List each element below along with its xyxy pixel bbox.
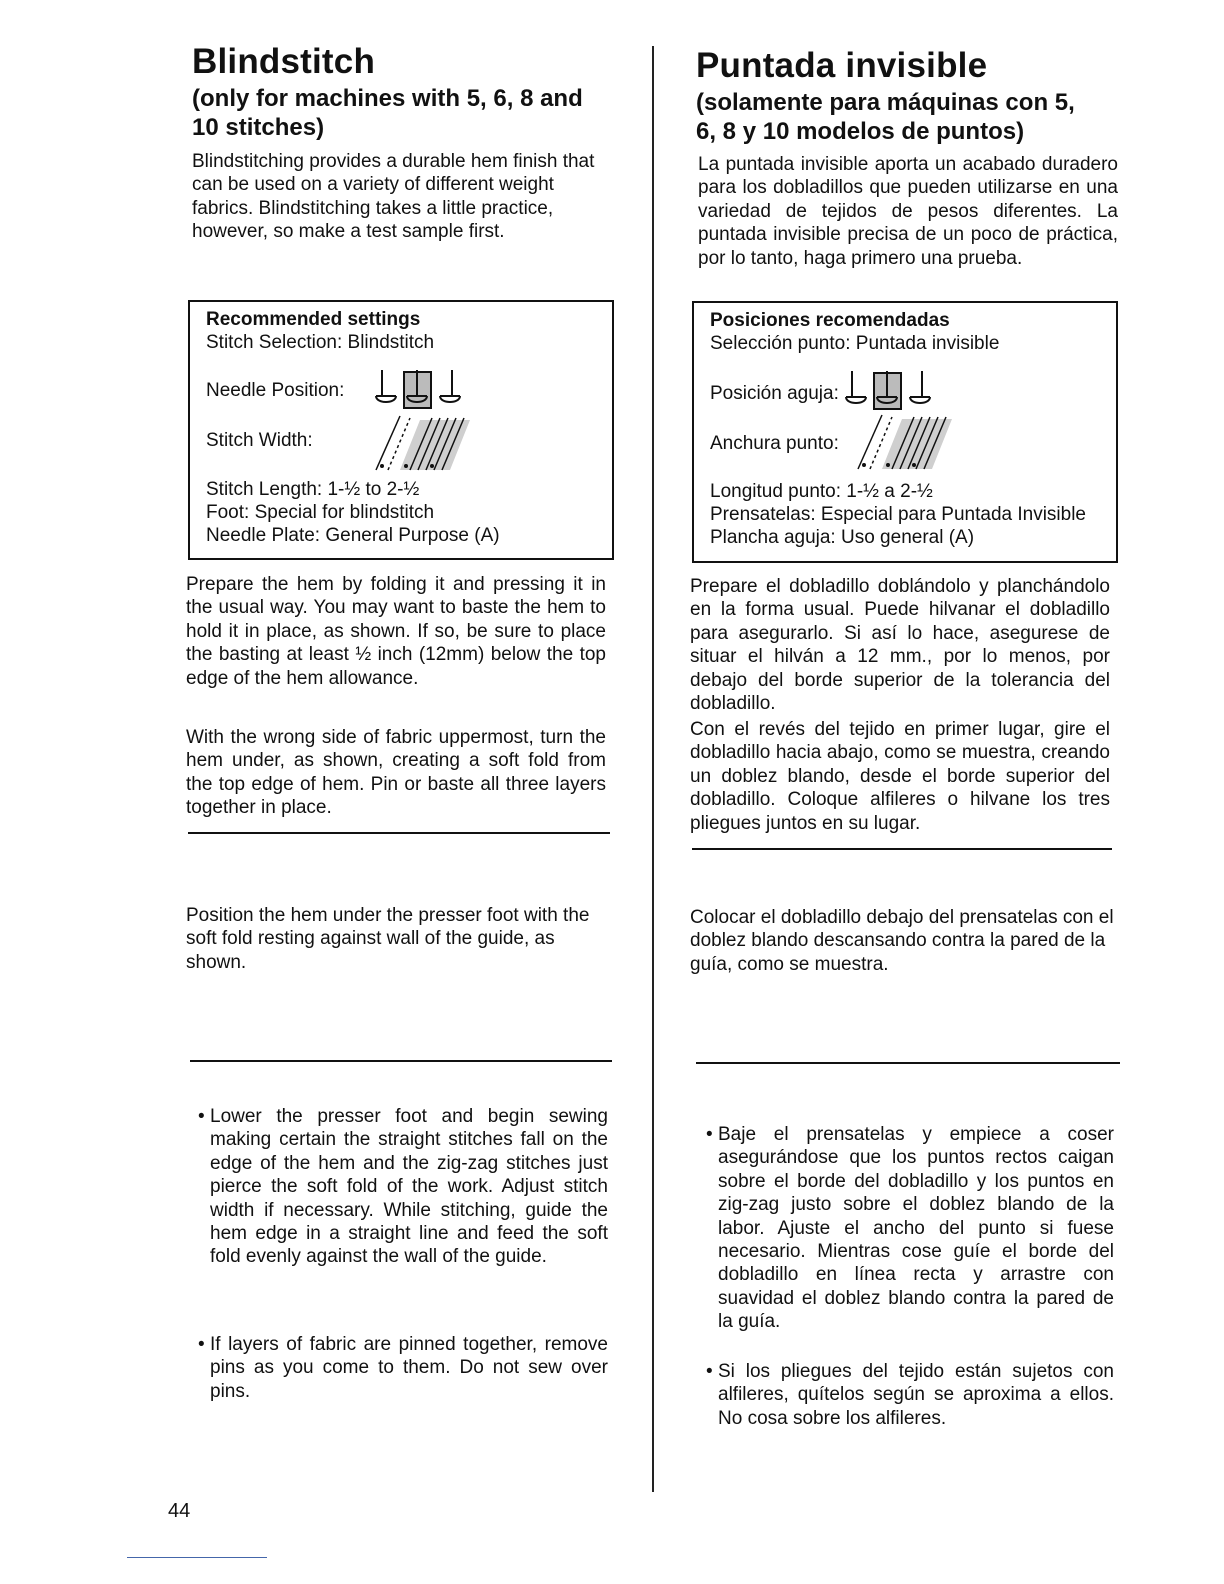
bullet-item-1 xyxy=(198,1105,608,1269)
foot-setting-es: Prensatelas: Especial para Puntada Invisible xyxy=(710,504,1087,525)
foot-setting: Foot: Special for blindstitch xyxy=(206,502,435,523)
section-rule-1-es xyxy=(692,848,1112,850)
needle-position-icon xyxy=(372,366,464,414)
subtitle-line-2: 10 stitches) xyxy=(192,114,325,141)
stitch-selection-es: Selección punto: Puntada invisible xyxy=(710,333,1000,354)
section-rule-2 xyxy=(190,1060,612,1062)
stitch-width-label-es: Anchura punto: xyxy=(710,433,839,454)
subtitle-line-1: (only for machines with 5, 6, 8 and xyxy=(192,85,583,112)
bullet-item-2-es xyxy=(706,1360,1114,1430)
prepare-paragraph: Prepare the hem by folding it and pressing it in the usual way. You may want to baste the hem to hold it in place, as shown. If so, be sure to place the basting at least ½ inch (12mm) below the top edge of the hem allowance. xyxy=(186,574,606,689)
recommended-settings-box-es xyxy=(692,301,1118,563)
bullet-dot: • xyxy=(198,1334,205,1355)
page-number: 44 xyxy=(168,1500,191,1522)
subtitle-line-1-es: (solamente para máquinas con 5, xyxy=(696,89,1075,116)
needle-plate-setting: Needle Plate: General Purpose (A) xyxy=(206,525,500,546)
bullet-item-1-es xyxy=(706,1123,1114,1334)
bullet-text-1-es: Baje el prensatelas y empiece a coser asegurándose que los puntos rectos caigan sobre el borde del dobladillo y los puntos en zig-zag justo sobre el doblez blando de la labor. Ajuste el ancho del punto si fuese necesario. Mientras cose guíe el borde del dobladillo en línea recta y arrastre con suavidad el doblez blando contra la pared de la guía. xyxy=(718,1124,1114,1333)
bullet-text-2-es: Si los pliegues del tejido están sujetos con alfileres, quítelos según se aproxima a ellos. No cosa sobre los alfileres. xyxy=(718,1361,1114,1429)
subtitle-line-2-es: 6, 8 y 10 modelos de puntos) xyxy=(696,118,1025,145)
bullet-text-1: Lower the presser foot and begin sewing making certain the straight stitches fall on the edge of the hem and the zig-zag stitches just pierce the soft fold of the work. Adjust stitch width if necessary. While stitching, guide the hem edge in a straight line and feed the soft fold evenly against the wall of the guide. xyxy=(210,1106,608,1268)
settings-heading-es: Posiciones recomendadas xyxy=(710,310,950,331)
needle-position-label: Needle Position: xyxy=(206,380,345,401)
settings-heading: Recommended settings xyxy=(206,309,421,330)
section-rule-1 xyxy=(188,832,610,834)
intro-paragraph-es: La puntada invisible aporta un acabado duradero para los dobladillos que pueden utilizarse en una variedad de tejidos de pesos diferentes. La puntada invisible precisa de un poco de práctica, por lo tanto, haga primero una prueba. xyxy=(698,154,1118,269)
page-title: Blindstitch xyxy=(192,42,376,81)
bullet-text-2: If layers of fabric are pinned together, remove pins as you come to them. Do not sew over pins. xyxy=(210,1334,608,1402)
needle-position-icon-es xyxy=(842,367,934,415)
stitch-width-icon-es xyxy=(852,411,962,473)
section-rule-2-es xyxy=(696,1062,1120,1064)
bullet-dot: • xyxy=(706,1124,713,1145)
stitch-selection: Stitch Selection: Blindstitch xyxy=(206,332,435,353)
footer-line xyxy=(127,1557,267,1558)
column-divider xyxy=(652,46,654,1492)
stitch-width-label: Stitch Width: xyxy=(206,430,313,451)
bullet-dot: • xyxy=(706,1361,713,1382)
wrong-side-paragraph-es: Con el revés del tejido en primer lugar, gire el dobladillo hacia abajo, como se muestra, creando un doblez blando, desde el borde superior del dobladillo. Coloque alfileres o hilvane los tres pliegues juntos en su lugar. xyxy=(690,719,1110,834)
prepare-paragraph-es: Prepare el dobladillo doblándolo y planchándolo en la forma usual. Puede hilvanar el dobladillo para asegurarlo. Si así lo hace, asegurese de situar el hilván a 12 mm., por lo menos, por debajo del borde superior de la tolerancia del dobladillo. xyxy=(690,576,1110,715)
needle-plate-setting-es: Plancha aguja: Uso general (A) xyxy=(710,527,975,548)
recommended-settings-box xyxy=(188,300,614,560)
position-paragraph: Position the hem under the presser foot with the soft fold resting against wall of the guide, as shown. xyxy=(186,905,590,973)
wrong-side-paragraph: With the wrong side of fabric uppermost, turn the hem under, as shown, creating a soft fold from the top edge of hem. Pin or baste all three layers together in place. xyxy=(186,727,606,819)
intro-paragraph: Blindstitching provides a durable hem finish that can be used on a variety of different weight fabrics. Blindstitching takes a little practice, however, so make a test sample first. xyxy=(192,151,595,243)
page-title-es: Puntada invisible xyxy=(696,46,988,85)
stitch-width-icon xyxy=(370,412,480,474)
stitch-length: Stitch Length: 1-½ to 2-½ xyxy=(206,479,420,500)
needle-position-label-es: Posición aguja: xyxy=(710,383,839,404)
position-paragraph-es: Colocar el dobladillo debajo del prensatelas con el doblez blando descansando contra la pared de la guía, como se muestra. xyxy=(690,907,1114,975)
bullet-dot: • xyxy=(198,1106,205,1127)
stitch-length-es: Longitud punto: 1-½ a 2-½ xyxy=(710,481,933,502)
bullet-item-2 xyxy=(198,1333,608,1403)
